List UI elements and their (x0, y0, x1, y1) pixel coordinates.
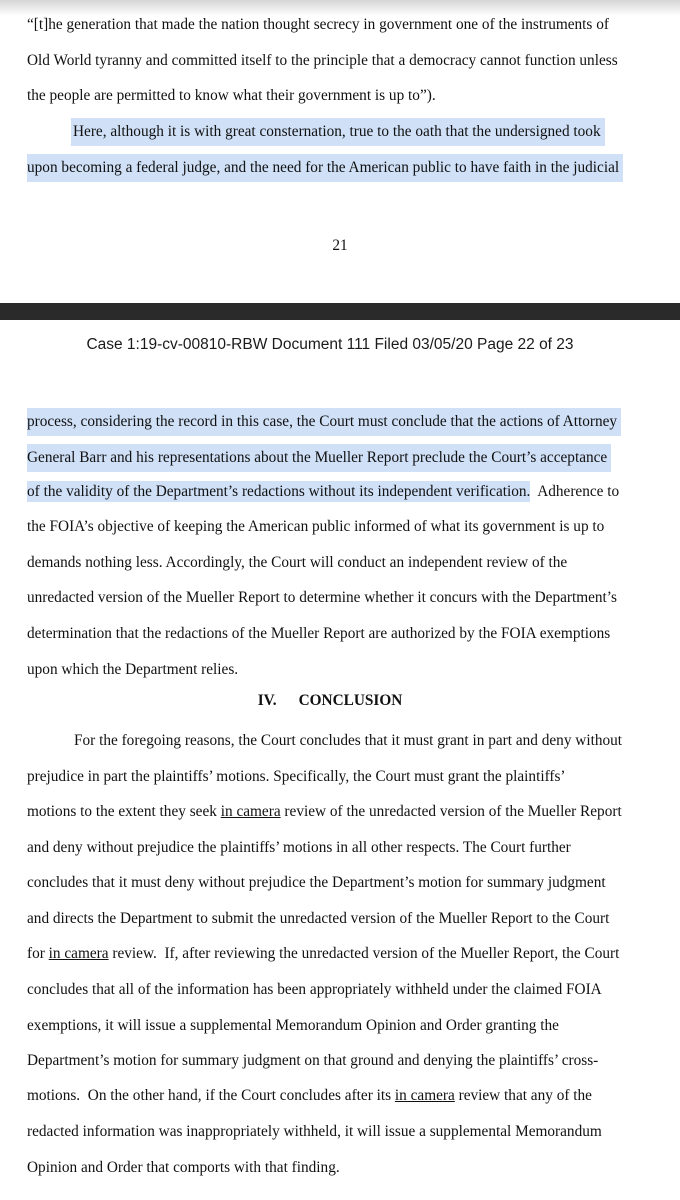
text-line: the people are permitted to know what their government is up to”). (27, 87, 436, 104)
text-line: determination that the redactions of the Mueller Report are authorized by the FOIA exemptions (27, 625, 611, 642)
text-line: concludes that all of the information has been appropriately withheld under the claimed FOIA (27, 981, 602, 998)
text-line: unredacted version of the Mueller Report to determine whether it concurs with the Department’s (27, 589, 618, 606)
text-line: and deny without prejudice the plaintiffs’ motions in all other respects. The Court further (27, 839, 571, 856)
highlighted-span: of the validity of the Department’s redactions without its independent verification. (27, 483, 531, 500)
text-line: For the foregoing reasons, the Court concludes that it must grant in part and deny without (74, 732, 623, 749)
section-title: CONCLUSION (298, 692, 403, 709)
text-line: Department’s motion for summary judgment on that ground and denying the plaintiffs’ cross- (27, 1052, 599, 1069)
text-line: Old World tyranny and committed itself to the principle that a democracy cannot function unless (27, 52, 618, 69)
text-line: and directs the Department to submit the unredacted version of the Mueller Report to the Court (27, 910, 610, 927)
underlined-term: in camera (220, 803, 281, 820)
highlighted-line: General Barr and his representations about the Mueller Report preclude the Court’s acceptance (27, 444, 611, 472)
text-line (27, 942, 619, 966)
text-line (27, 800, 622, 824)
page-21 (0, 0, 680, 303)
text-span: Adherence to (530, 483, 620, 500)
page-break (0, 303, 680, 320)
text-line (27, 1084, 592, 1108)
text-line: “[t]he generation that made the nation thought secrecy in government one of the instruments of (27, 16, 609, 33)
highlighted-line: Here, although it is with great consternation, true to the oath that the undersigned took (71, 118, 605, 146)
case-header: Case 1:19-cv-00810-RBW Document 111 Filed 03/05/20 Page 22 of 23 (86, 336, 574, 353)
underlined-term: in camera (48, 945, 109, 962)
underlined-term: in camera (394, 1087, 455, 1104)
page-number: 21 (332, 237, 348, 254)
text-span: for (27, 945, 49, 962)
text-line: demands nothing less. Accordingly, the Court will conduct an independent review of the (27, 554, 568, 571)
text-span: motions to the extent they seek (27, 803, 221, 820)
text-line: upon which the Department relies. (27, 661, 239, 678)
text-span: motions. On the other hand, if the Court concludes after its (27, 1087, 395, 1104)
text-line: redacted information was inappropriately withheld, it will issue a supplemental Memorandum (27, 1123, 602, 1140)
text-span: review that any of the (454, 1087, 592, 1104)
text-line: the FOIA’s objective of keeping the American public informed of what its government is up to (27, 518, 605, 535)
text-line: prejudice in part the plaintiffs’ motions. Specifically, the Court must grant the plaintiffs’ (27, 768, 566, 785)
text-line: concludes that it must deny without prejudice the Department’s motion for summary judgment (27, 874, 606, 891)
text-line: Opinion and Order that comports with that finding. (27, 1159, 340, 1176)
text-line (27, 480, 619, 504)
highlighted-line: process, considering the record in this case, the Court must conclude that the actions of Attorney (27, 408, 621, 436)
text-line: exemptions, it will issue a supplemental Memorandum Opinion and Order granting the (27, 1017, 559, 1034)
section-heading (0, 692, 660, 710)
text-span: review of the unredacted version of the Mueller Report (280, 803, 622, 820)
highlighted-line: upon becoming a federal judge, and the need for the American public to have faith in the judicial (27, 154, 623, 182)
text-span: review. If, after reviewing the unredacted version of the Mueller Report, the Court (108, 945, 620, 962)
page-22 (0, 320, 680, 1200)
section-number: IV. (257, 692, 277, 709)
